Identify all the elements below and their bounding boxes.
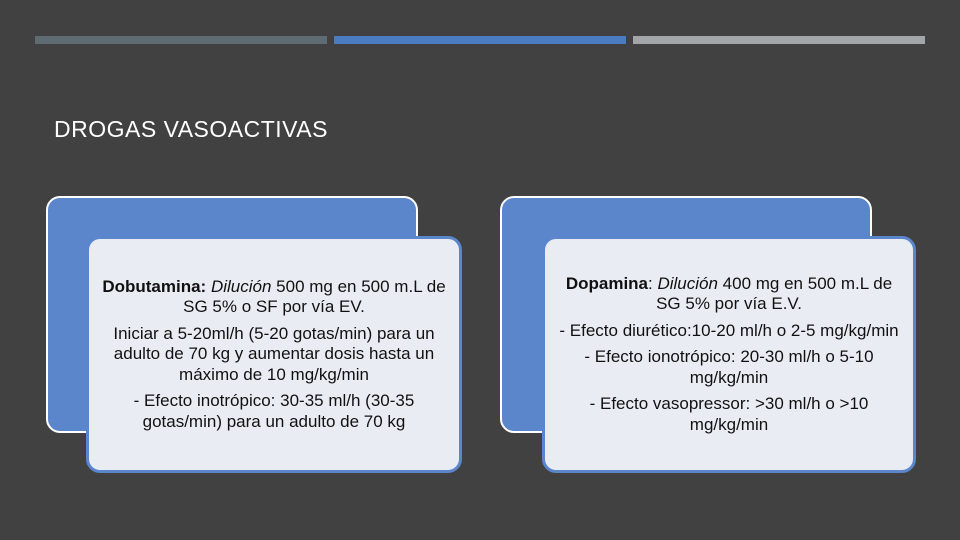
dopamina-dilution	[553, 274, 905, 315]
dopamina-effect-ionotropic: - Efecto ionotrópico: 20-30 ml/h o 5-10 mg/kg/min	[584, 347, 874, 387]
dopamina-effect-diuretic: - Efecto diurético:10-20 ml/h o 2-5 mg/kg/min	[559, 320, 899, 340]
dopamina-separator: :	[648, 273, 658, 293]
slide-title: DROGAS VASOACTIVAS	[54, 116, 328, 142]
dobutamina-dilution	[97, 277, 451, 318]
header-bar-1	[35, 36, 327, 44]
dobutamina-dilution-text: 500 mg en 500 m.L de SG 5% o SF por vía EV.	[183, 276, 446, 317]
dopamina-dilution-label: Dilución	[657, 273, 718, 293]
dopamina-dilution-text: 400 mg en 500 m.L de SG 5% por vía E.V.	[656, 273, 893, 314]
dobutamina-effect: - Efecto inotrópico: 30-35 ml/h (30-35 gotas/min) para un adulto de 70 kg	[133, 391, 415, 431]
dobutamina-dilution-label: Dilución	[210, 276, 272, 296]
dobutamina-dosing: Iniciar a 5-20ml/h (5-20 gotas/min) para un adulto de 70 kg y aumentar dosis hasta un máximo de 10 mg/kg/min	[113, 323, 435, 384]
dopamina-effect-vasopressor: - Efecto vasopressor: >30 ml/h o >10 mg/kg/min	[589, 394, 869, 434]
dobutamina-name: Dobutamina:	[102, 276, 207, 296]
dobutamina-card	[86, 236, 462, 473]
header-bar-2	[334, 36, 626, 44]
dopamina-name: Dopamina	[565, 273, 649, 293]
dopamina-card	[542, 236, 916, 473]
header-bar-3	[633, 36, 925, 44]
